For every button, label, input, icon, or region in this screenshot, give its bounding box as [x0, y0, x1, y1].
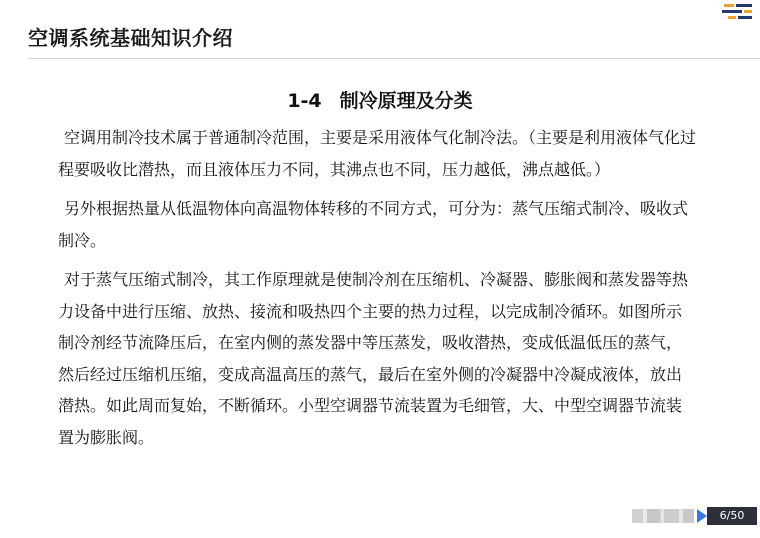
blurred-watermark — [632, 509, 694, 523]
section-heading — [0, 86, 760, 113]
paragraph: 另外根据热量从低温物体向高温物体转移的不同方式，可分为：蒸气压缩式制冷、吸收式制冷。 — [58, 199, 689, 250]
company-logo-icon — [720, 2, 754, 22]
header-divider — [28, 58, 760, 59]
section-number: 1-4 — [287, 90, 322, 112]
section-title: 制冷原理及分类 — [339, 90, 473, 112]
paragraph: 对于蒸气压缩式制冷，其工作原理就是使制冷剂在压缩机、冷凝器、膨胀阀和蒸发器等热力设备中进行压缩、放热、接流和吸热四个主要的热力过程，以完成制冷循环。如图所示制冷剂经节流降压后，在室内侧的蒸发器中等压蒸发，吸收潜热，变成低温低压的蒸气，然后经过压缩机压缩，变成高温高压的蒸气，最后在室外侧的冷凝器中冷凝成液体，放出潜热。如此周而复始，不断循环。小型空调器节流装置为毛细管，大、中型空调器节流装置为膨胀阀。 — [58, 270, 689, 447]
footer-triangle-icon — [697, 509, 707, 523]
header-title: 空调系统基础知识介绍 — [28, 26, 233, 50]
body-text — [58, 122, 696, 461]
page-indicator: 6/50 — [707, 507, 757, 525]
paragraph: 空调用制冷技术属于普通制冷范围，主要是采用液体气化制冷法。（主要是利用液体气化过程要吸收比潜热，而且液体压力不同，其沸点也不同，压力越低，沸点越低。） — [58, 128, 697, 179]
